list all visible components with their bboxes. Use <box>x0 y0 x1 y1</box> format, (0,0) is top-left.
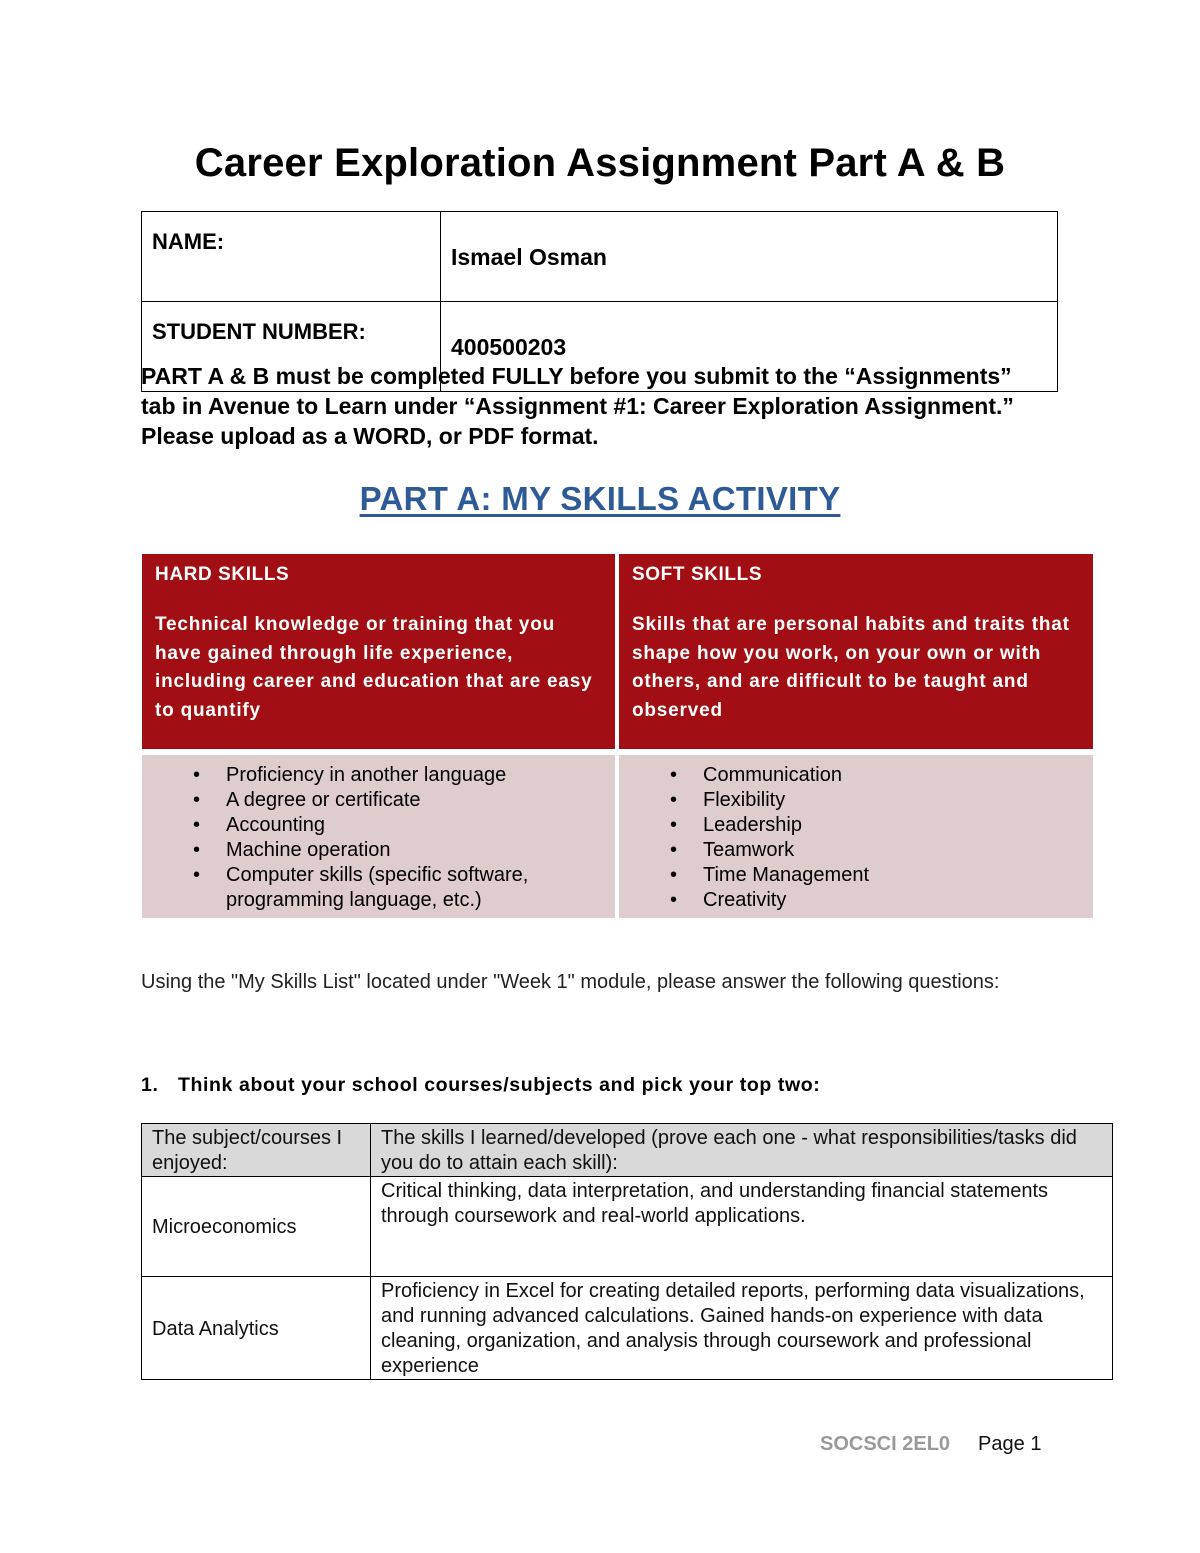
name-row <box>142 212 1058 302</box>
soft-skills-list <box>619 763 1093 913</box>
list-item <box>142 763 615 788</box>
courses-table <box>141 1123 1113 1380</box>
question-text: Think about your school courses/subjects and pick your top two: <box>178 1074 821 1096</box>
name-label: NAME: <box>142 212 441 302</box>
hard-skill-text: Accounting <box>226 814 325 836</box>
bullet-icon: • <box>193 839 201 861</box>
list-item <box>142 788 615 813</box>
hard-skills-list-cell <box>142 755 615 918</box>
bullet-icon: • <box>193 814 201 836</box>
bullet-icon: • <box>670 889 678 911</box>
list-item <box>142 838 615 863</box>
hard-skill-text: Machine operation <box>226 839 391 861</box>
instructions-line: Please upload as a WORD, or PDF format. <box>141 423 599 449</box>
name-value: Ismael Osman <box>441 212 1058 302</box>
hard-skills-header <box>142 554 615 749</box>
skills-cell: Proficiency in Excel for creating detailed reports, performing data visualizations, and running advanced calculations. Gained hands-on experience with data cleaning, organization, and analysis through coursework and professional experience <box>371 1277 1113 1380</box>
soft-skills-description: Skills that are personal habits and traits that shape how you work, on your own or with others, and are difficult to be taught and observed <box>632 614 1070 721</box>
bullet-icon: • <box>670 839 678 861</box>
subject-cell: Data Analytics <box>142 1277 371 1380</box>
list-item <box>619 838 1093 863</box>
page-number: Page 1 <box>978 1433 1042 1455</box>
list-item <box>619 863 1093 888</box>
question-1 <box>141 1074 820 1097</box>
list-item <box>142 813 615 838</box>
question-number: 1. <box>141 1074 159 1096</box>
instructions-line: PART A & B must be completed FULLY before you submit to the “Assignments” <box>141 363 1012 389</box>
hard-skill-text: A degree or certificate <box>226 789 421 811</box>
soft-skill-text: Communication <box>703 764 842 786</box>
hard-skills-title: HARD SKILLS <box>155 564 290 585</box>
document-title: Career Exploration Assignment Part A & B <box>194 141 1006 185</box>
bullet-icon: • <box>193 864 201 886</box>
list-item <box>619 788 1093 813</box>
bullet-icon: • <box>670 789 678 811</box>
list-item <box>142 863 615 913</box>
table-row <box>142 1277 1113 1380</box>
instructions-line: tab in Avenue to Learn under “Assignment #1: Career Exploration Assignment.” <box>141 393 1014 419</box>
skills-column-header: The skills I learned/developed (prove each one - what responsibilities/tasks did you do to attain each skill): <box>371 1124 1113 1177</box>
skills-table <box>142 554 1093 918</box>
soft-skills-title: SOFT SKILLS <box>632 564 763 585</box>
subject-cell: Microeconomics <box>142 1177 371 1277</box>
submission-instructions <box>141 361 1081 451</box>
list-item <box>619 763 1093 788</box>
skills-cell: Critical thinking, data interpretation, and understanding financial statements through coursework and real-world applications. <box>371 1177 1113 1277</box>
part-a-heading: PART A: MY SKILLS ACTIVITY <box>359 480 841 517</box>
skills-list-intro: Using the "My Skills List" located under "Week 1" module, please answer the following questions: <box>141 971 1000 993</box>
soft-skills-list-cell <box>619 755 1093 918</box>
bullet-icon: • <box>670 764 678 786</box>
hard-skill-text: Proficiency in another language <box>226 764 507 786</box>
bullet-icon: • <box>193 764 201 786</box>
hard-skill-text: Computer skills (specific software, programming language, etc.) <box>226 864 529 911</box>
soft-skill-text: Flexibility <box>703 789 786 811</box>
table-row <box>142 1177 1113 1277</box>
list-item <box>619 813 1093 838</box>
soft-skill-text: Leadership <box>703 814 802 836</box>
hard-skills-description: Technical knowledge or training that you have gained through life experience, including career and education that are easy to quantify <box>155 614 593 721</box>
bullet-icon: • <box>670 864 678 886</box>
hard-skills-list <box>142 763 615 913</box>
course-code: SOCSCI 2EL0 <box>820 1433 951 1455</box>
soft-skill-text: Teamwork <box>703 839 795 861</box>
subject-column-header: The subject/courses I enjoyed: <box>142 1124 371 1177</box>
soft-skill-text: Time Management <box>703 864 869 886</box>
table-header-row <box>142 1124 1113 1177</box>
bullet-icon: • <box>670 814 678 836</box>
student-number-label: STUDENT NUMBER: <box>142 302 441 392</box>
bullet-icon: • <box>193 789 201 811</box>
page-footer <box>820 1433 1041 1456</box>
soft-skills-header <box>619 554 1093 749</box>
student-number-value: 400500203 <box>441 302 1058 392</box>
list-item <box>619 888 1093 913</box>
soft-skill-text: Creativity <box>703 889 787 911</box>
